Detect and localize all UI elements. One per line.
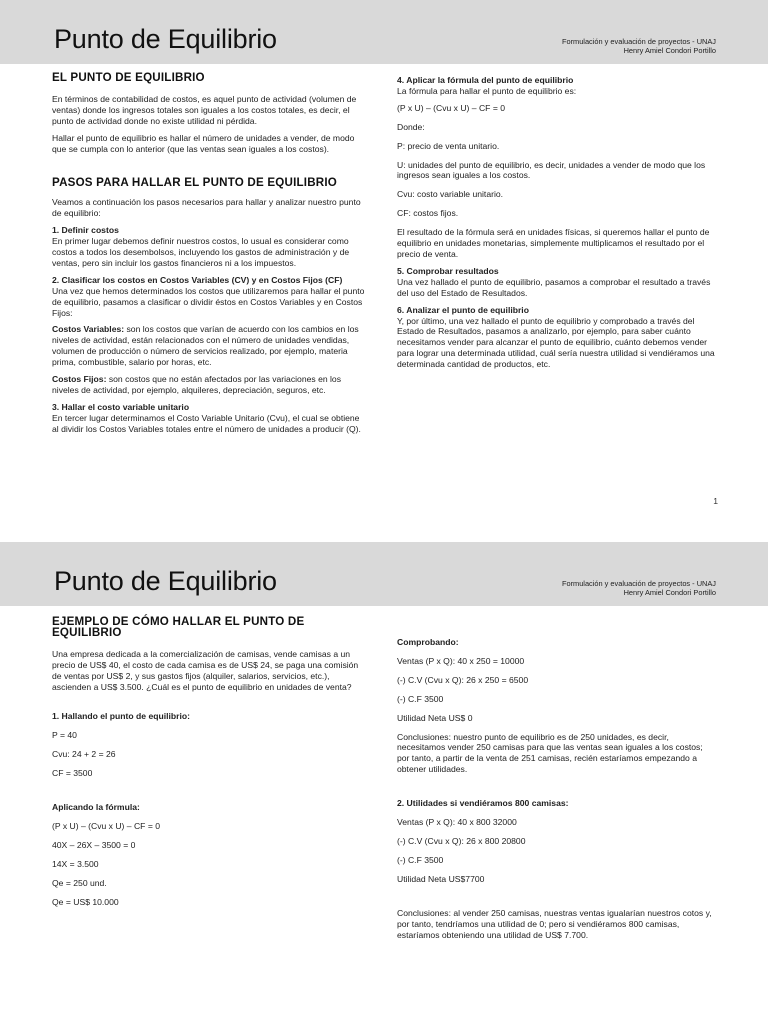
- paragraph: Donde:: [397, 121, 425, 132]
- page-title: Punto de Equilibrio: [54, 24, 277, 54]
- value-line: Utilidad Neta US$ 0: [397, 712, 473, 723]
- paragraph: Conclusiones: nuestro punto de equilibrio es de 250 unidades, es decir, necesitamos vender 250 camisas para que las ventas sean iguales a los costos; por tanto, a partir de la venta de 251 camisas, recién estaríamos empezando a obtener utilidades.: [397, 731, 703, 775]
- step-title: 3. Hallar el costo variable unitario: [52, 401, 190, 412]
- right-column: [397, 75, 715, 370]
- value-line: P = 40: [52, 730, 77, 741]
- value-line: Ventas (P x Q): 40 x 250 = 10000: [397, 655, 525, 666]
- page-gap: [0, 512, 768, 542]
- formula: (P x U) – (Cvu x U) – CF = 0: [52, 820, 161, 831]
- paragraph: Una empresa dedicada a la comercialización de camisas, vende camisas a un precio de US$ 40, el costo de cada camisa es de US$ 24, se paga una comisión de ventas por US$ 2, y sus gastos fijos (alquiler, salarios, servicios, etc.), ascienden a US$ 3.500. ¿Cuál es el punto de equilibrio en unidades de venta?: [52, 648, 359, 692]
- term-text: son los costos que varían de acuerdo con los cambios en los niveles de actividad, están relacionados con el número de unidades vendidas, volumen de producción o número de servicios realizado, por ejemplo, materia prima, combustible, salario por horas, etc.: [52, 324, 359, 368]
- step-title: 2. Utilidades si vendiéramos 800 camisas:: [397, 798, 569, 809]
- paragraph: U: unidades del punto de equilibrio, es decir, unidades a vender de modo que los ingresos sean iguales a los costos.: [397, 159, 706, 181]
- term-text: son costos que no están afectados por las variaciones en los niveles de actividad, por ejemplo, alquileres, depreciación, seguros, etc.: [52, 374, 341, 395]
- step-title: Comprobando:: [397, 637, 459, 647]
- paragraph: En términos de contabilidad de costos, es aquel punto de actividad (volumen de ventas) donde los ingresos totales son iguales a los costos totales, es decir, el punto de actividad donde no existe utilidad ni pérdida.: [52, 93, 357, 126]
- section-heading: EJEMPLO DE CÓMO HALLAR EL PUNTO DE EQUILIBRIO: [52, 615, 305, 639]
- page-number: 1: [713, 496, 718, 506]
- paragraph: Conclusiones: al vender 250 camisas, nuestras ventas igualarían nuestros cotos y, por tanto, tendríamos una utilidad de 0; pero si vendiéramos 800 camisas, estaríamos obteniendo una utilidad de US$ 7.700.: [397, 907, 712, 940]
- paragraph: Una vez que hemos determinados los costos que utilizaremos para hallar el punto de equilibrio, pasamos a clasificar o dividir éstos en Costos Variables y en Costos Fijos:: [52, 285, 365, 318]
- page-header: [0, 0, 768, 64]
- term-label: Costos Variables:: [52, 324, 125, 335]
- value-line: Ventas (P x Q): 40 x 800 32000: [397, 817, 517, 828]
- step-title: 2. Clasificar los costos en Costos Variables (CV) y en Costos Fijos (CF): [52, 274, 343, 285]
- page-header: [0, 542, 768, 606]
- paragraph: Hallar el punto de equilibrio es hallar el número de unidades a vender, de modo que se cumpla con lo anterior (que las ventas sean iguales a los costos).: [52, 132, 355, 154]
- paragraph: P: precio de venta unitario.: [397, 140, 500, 151]
- page-2: [0, 542, 768, 1024]
- paragraph: [52, 374, 365, 396]
- header-meta: [562, 579, 716, 597]
- value-line: Cvu: 24 + 2 = 26: [52, 749, 116, 760]
- course-name: Formulación y evaluación de proyectos - UNAJ: [561, 37, 716, 46]
- paragraph: Y, por último, una vez hallado el punto de equilibrio y comprobado a través del Estado de Resultados, pasamos a analizarlo, por ejemplo, para saber cuánto necesitamos vender para alcanzar el punto de equilibrio, cuánto debemos vender para lograr una determinada utilidad, cuál sería nuestra utilidad si vendiéramos una determinada cantidad de productos, etc.: [397, 315, 715, 370]
- value-line: (-) C.F 3500: [397, 854, 444, 865]
- paragraph: Veamos a continuación los pasos necesarios para hallar y analizar nuestro punto de equilibrio:: [52, 197, 361, 219]
- step-title: 1. Hallando el punto de equilibrio:: [52, 711, 190, 722]
- paragraph: Una vez hallado el punto de equilibrio, pasamos a comprobar el resultado a través del uso del Estado de Resultados.: [397, 276, 711, 298]
- step-title: 1. Definir costos: [52, 225, 119, 236]
- paragraph: [52, 324, 365, 368]
- course-name: Formulación y evaluación de proyectos - UNAJ: [561, 579, 716, 588]
- step-title: 4. Aplicar la fórmula del punto de equilibrio: [397, 75, 574, 85]
- section-heading: EL PUNTO DE EQUILIBRIO: [52, 71, 205, 84]
- header-meta: [562, 37, 716, 55]
- value-line: (-) C.F 3500: [397, 693, 444, 704]
- paragraph: Cvu: costo variable unitario.: [397, 189, 504, 200]
- step-title: 5. Comprobar resultados: [397, 265, 499, 276]
- paragraph: La fórmula para hallar el punto de equilibrio es:: [397, 85, 577, 96]
- left-column: [52, 617, 370, 908]
- formula: 14X = 3.500: [52, 858, 99, 869]
- right-column: [397, 637, 717, 940]
- formula: 40X – 26X – 3500 = 0: [52, 839, 136, 850]
- paragraph: En tercer lugar determinamos el Costo Variable Unitario (Cvu), el cual se obtiene al dividir los Costos Variables totales entre el número de unidades a producir (Q).: [52, 412, 361, 434]
- page-title: Punto de Equilibrio: [54, 566, 277, 596]
- author-name: Henry Amiel Condori Portillo: [623, 46, 716, 55]
- paragraph: CF: costos fijos.: [397, 208, 459, 219]
- formula: Qe = 250 und.: [52, 877, 107, 888]
- author-name: Henry Amiel Condori Portillo: [623, 588, 716, 597]
- section-heading: PASOS PARA HALLAR EL PUNTO DE EQUILIBRIO: [52, 176, 337, 190]
- value-line: Utilidad Neta US$7700: [397, 873, 485, 884]
- value-line: CF = 3500: [52, 768, 93, 779]
- formula: (P x U) – (Cvu x U) – CF = 0: [397, 102, 506, 113]
- term-label: Costos Fijos:: [52, 374, 107, 385]
- value-line: (-) C.V (Cvu x Q): 26 x 250 = 6500: [397, 674, 529, 685]
- formula: Qe = US$ 10.000: [52, 896, 119, 907]
- value-line: (-) C.V (Cvu x Q): 26 x 800 20800: [397, 835, 526, 846]
- step-title: 6. Analizar el punto de equilibrio: [397, 304, 529, 315]
- step-title: Aplicando la fórmula:: [52, 802, 140, 813]
- left-column: [52, 73, 365, 435]
- paragraph: El resultado de la fórmula será en unidades físicas, si queremos hallar el punto de equilibrio en unidades monetarias, simplemente multiplicamos el resultado por el precio de venta.: [397, 227, 710, 259]
- paragraph: En primer lugar debemos definir nuestros costos, lo usual es considerar como costos a todos los desembolsos, incluyendo los gastos de administración y de ventas, pero sin incluir los gastos financieros ni a los impuestos.: [52, 236, 350, 268]
